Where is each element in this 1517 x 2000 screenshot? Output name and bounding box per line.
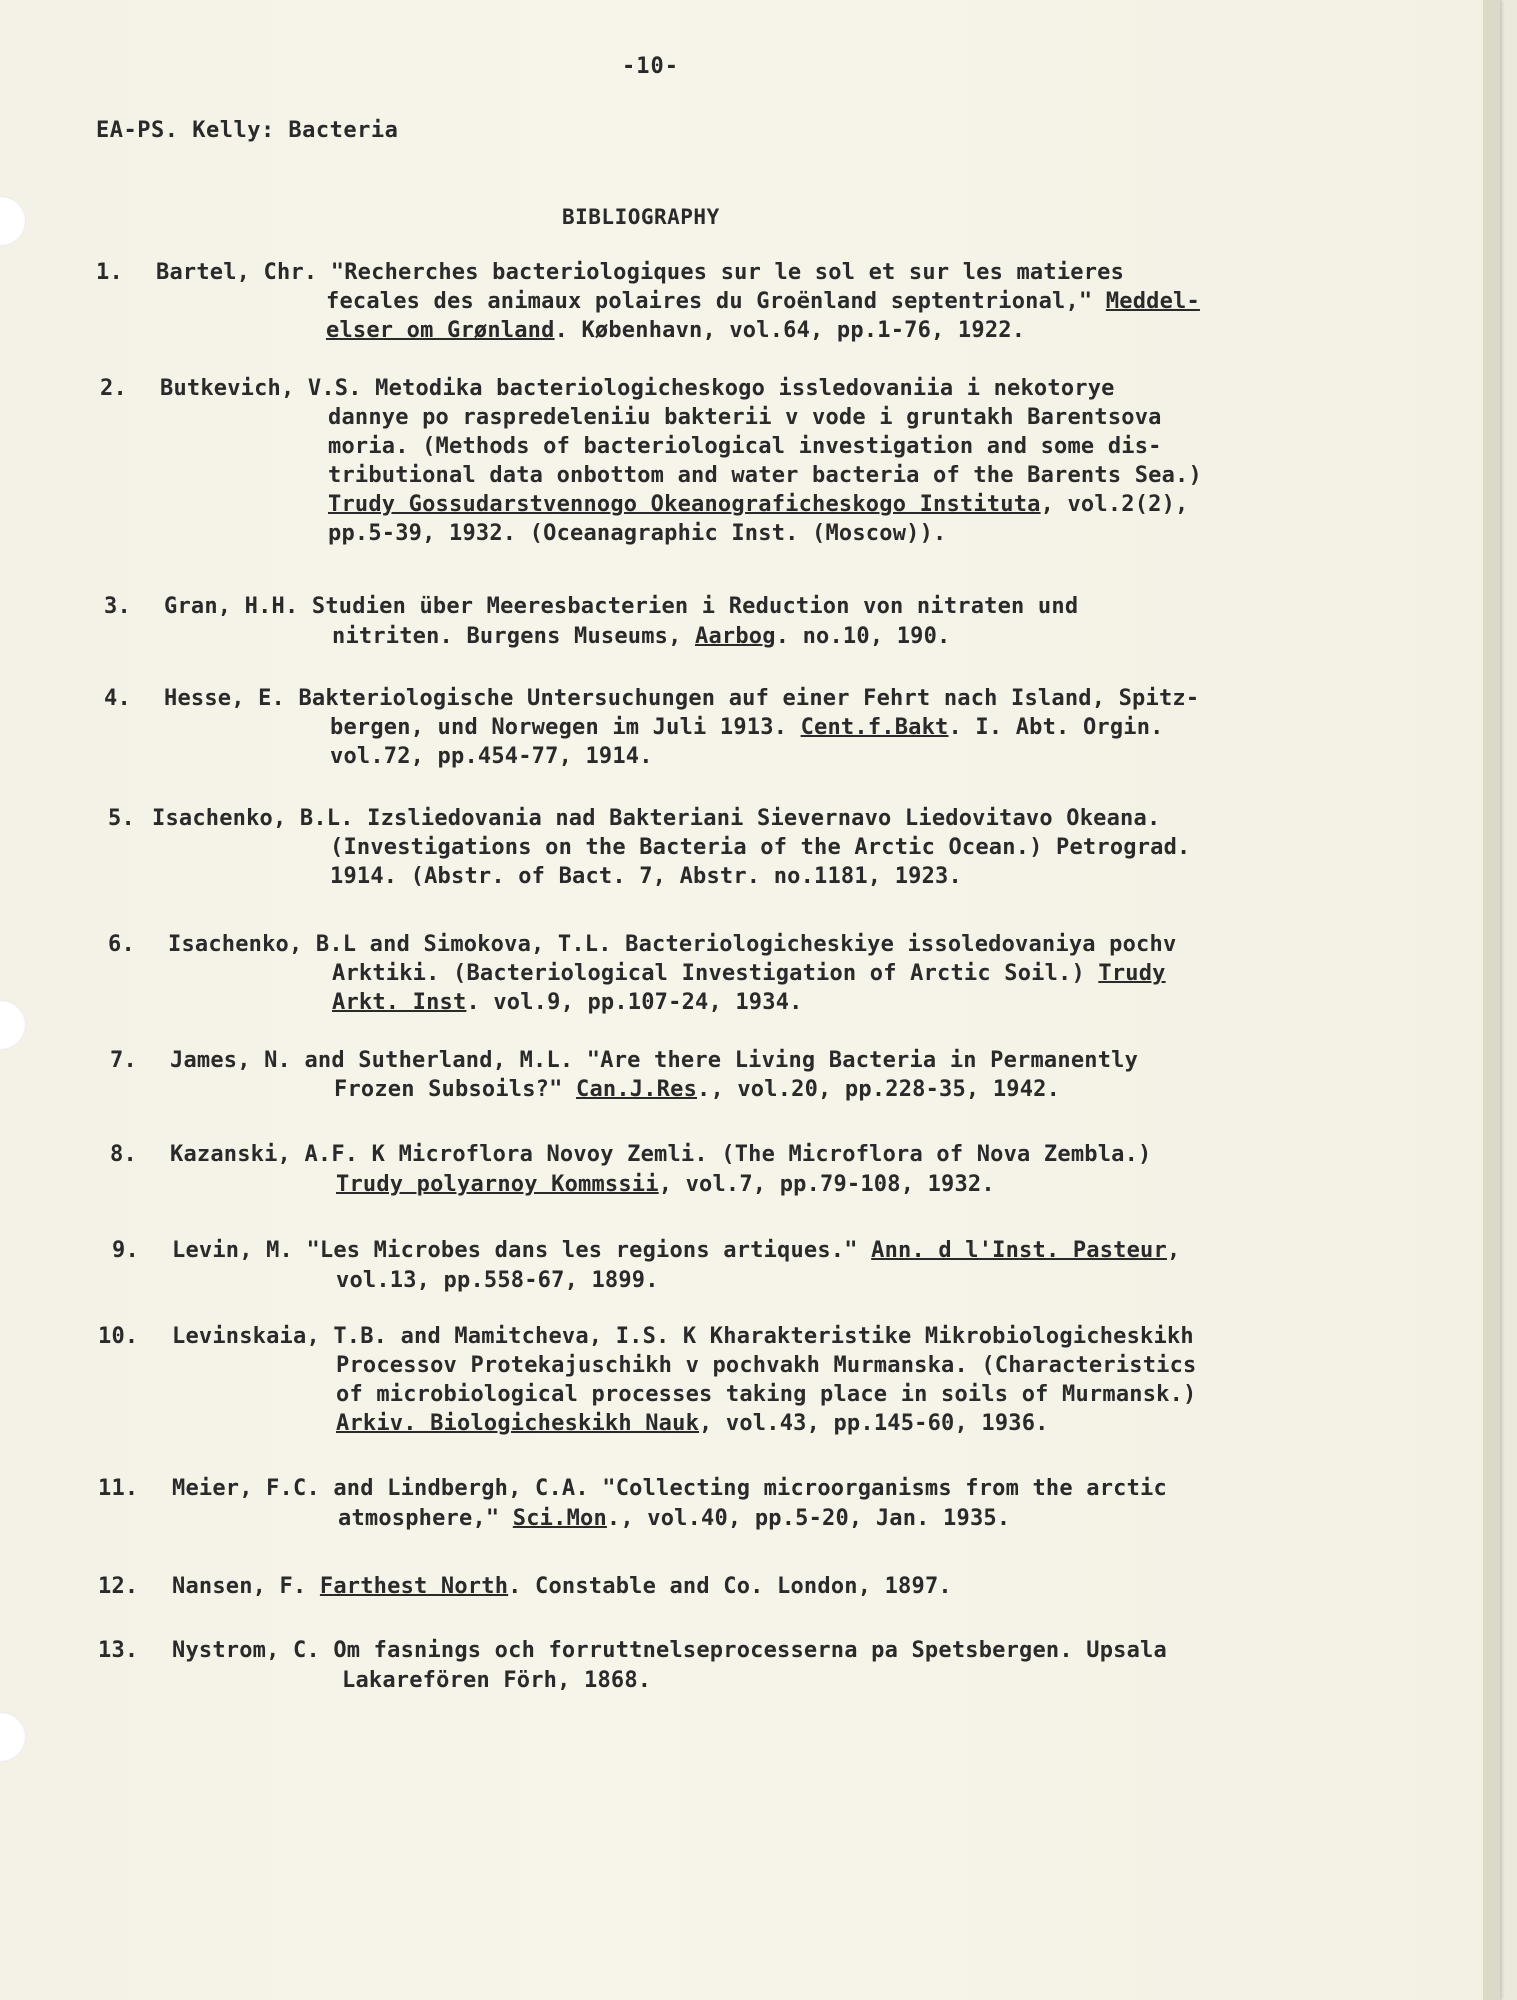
entry-line: (Investigations on the Bacteria of the Arctic Ocean.) Petrograd. [330,835,1191,860]
entry-number: 4. [104,686,131,711]
journal-title: Cent.f.Bakt [800,715,949,740]
journal-title: elser om Grønland [326,318,555,343]
entry-line: Processov Protekajuschikh v pochvakh Murmanska. (Characteristics [336,1353,1197,1378]
journal-title: Trudy [1098,961,1166,986]
document-header: EA-PS. Kelly: Bacteria [96,118,399,143]
entry-line: Trudy polyarnoy Kommssii, vol.7, pp.79-108, 1932. [336,1172,995,1197]
entry-line: vol.72, pp.454-77, 1914. [330,744,653,769]
entry-number: 9. [112,1238,139,1263]
journal-title: Sci.Mon [512,1506,607,1531]
entry-line: Kazanski, A.F. K Microflora Novoy Zemli. (The Microflora of Nova Zembla.) [170,1142,1152,1167]
entry-line: James, N. and Sutherland, M.L. "Are there Living Bacteria in Permanently [170,1048,1139,1073]
entry-number: 10. [98,1324,139,1349]
entry-line: Levin, M. "Les Microbes dans les regions artiques." Ann. d l'Inst. Pasteur, [172,1238,1181,1263]
entry-line: Nystrom, C. Om fasnings och forruttnelseprocesserna pa Spetsbergen. Upsala [172,1638,1167,1663]
entry-line: Levinskaia, T.B. and Mamitcheva, I.S. K Kharakteristike Mikrobiologicheskikh [172,1324,1194,1349]
journal-title: Trudy polyarnoy Kommssii [336,1172,659,1197]
page-edge [1483,0,1500,2000]
entry-line: of microbiological processes taking place in soils of Murmansk.) [336,1382,1197,1407]
punch-hole [0,1000,26,1050]
journal-title: Arkiv. Biologicheskikh Nauk [336,1411,700,1436]
entry-number: 12. [98,1574,139,1599]
journal-title: Meddel- [1105,289,1200,314]
entry-line: dannye po raspredeleniiu bakterii v vode i gruntakh Barentsova [328,405,1162,430]
entry-line: Arkiv. Biologicheskikh Nauk, vol.43, pp.145-60, 1936. [336,1411,1049,1436]
book-title: Farthest North [319,1574,509,1599]
entry-line: Hesse, E. Bakteriologische Untersuchungen auf einer Fehrt nach Island, Spitz- [164,686,1200,711]
entry-line: tributional data onbottom and water bacteria of the Barents Sea.) [328,463,1202,488]
entry-line: atmosphere," Sci.Mon., vol.40, pp.5-20, Jan. 1935. [338,1506,1011,1531]
entry-line: Nansen, F. Farthest North. Constable and Co. London, 1897. [172,1574,952,1599]
entry-line: bergen, und Norwegen im Juli 1913. Cent.f.Bakt. I. Abt. Orgin. [330,715,1164,740]
journal-title: Aarbog [695,624,776,649]
entry-line: vol.13, pp.558-67, 1899. [336,1268,659,1293]
entry-line: nitriten. Burgens Museums, Aarbog. no.10, 190. [332,624,951,649]
entry-line: Trudy Gossudarstvennogo Okeanograficheskogo Instituta, vol.2(2), [328,492,1189,517]
entry-line: Bartel, Chr. "Recherches bacteriologiques sur le sol et sur les matieres [156,260,1125,285]
entry-line: Lakarefören Förh, 1868. [342,1668,652,1693]
bibliography-title: BIBLIOGRAPHY [562,205,720,229]
entry-line: Arktiki. (Bacteriological Investigation of Arctic Soil.) Trudy [332,961,1166,986]
entry-line: 1914. (Abstr. of Bact. 7, Abstr. no.1181, 1923. [330,864,962,889]
entry-line: pp.5-39, 1932. (Oceanagraphic Inst. (Moscow)). [328,521,947,546]
entry-number: 11. [98,1476,139,1501]
punch-hole [0,1712,26,1762]
entry-number: 6. [108,932,135,957]
entry-line: elser om Grønland. København, vol.64, pp.1-76, 1922. [326,318,1026,343]
entry-line: Frozen Subsoils?" Can.J.Res., vol.20, pp.228-35, 1942. [334,1077,1061,1102]
entry-number: 2. [100,376,127,401]
entry-line: fecales des animaux polaires du Groënland septentrional," Meddel- [326,289,1200,314]
entry-line: Meier, F.C. and Lindbergh, C.A. "Collecting microorganisms from the arctic [172,1476,1167,1501]
punch-hole [0,196,26,246]
entry-line: moria. (Methods of bacteriological investigation and some dis- [328,434,1162,459]
journal-title: Arkt. Inst [332,990,467,1015]
page-number: -10- [622,54,679,79]
journal-title: Ann. d l'Inst. Pasteur [871,1238,1167,1263]
entry-line: Gran, H.H. Studien über Meeresbacterien i Reduction von nitraten und [164,594,1079,619]
entry-number: 8. [110,1142,137,1167]
journal-title: Trudy Gossudarstvennogo Okeanograficheskogo Instituta [328,492,1041,517]
entry-line: Butkevich, V.S. Metodika bacteriologicheskogo issledovaniia i nekotorye [160,376,1115,401]
entry-number: 1. [96,260,123,285]
entry-line: Isachenko, B.L. Izsliedovania nad Bakteriani Sievernavo Liedovitavo Okeana. [152,806,1161,831]
entry-number: 3. [104,594,131,619]
entry-line: Arkt. Inst. vol.9, pp.107-24, 1934. [332,990,803,1015]
entry-number: 13. [98,1638,139,1663]
entry-line: Isachenko, B.L and Simokova, T.L. Bacteriologicheskiye issoledovaniya pochv [168,932,1177,957]
entry-number: 7. [110,1048,137,1073]
entry-number: 5. [108,806,135,831]
journal-title: Can.J.Res [576,1077,698,1102]
